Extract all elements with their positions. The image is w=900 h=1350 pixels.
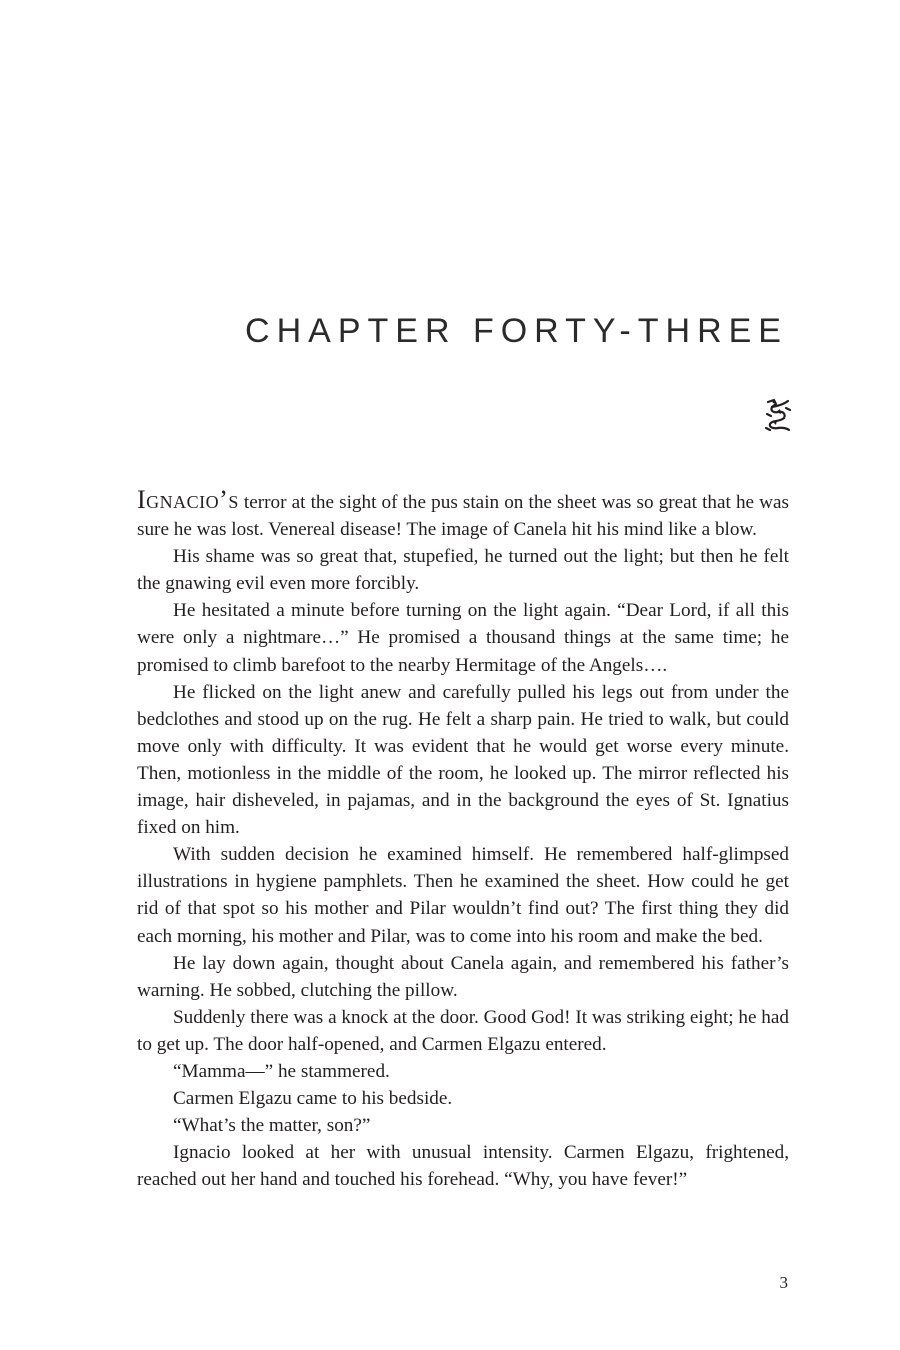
paragraph: Ignacio’s terror at the sight of the pus stain on the sheet was so great that he was sure he was lost. Venereal disease! The image of Canela hit his mind like a blow.	[137, 485, 789, 541]
paragraph: He flicked on the light anew and carefully pulled his legs out from under the bedclothes and stood up on the rug. He felt a sharp pain. He tried to walk, but could move only with difficulty. It was evident that he would get worse every minute. Then, motionless in the middle of the room, he looked up. The mirror reflected his image, hair disheveled, in pajamas, and in the background the eyes of St. Ignatius fixed on him.	[137, 681, 789, 839]
page-number: 3	[779, 1273, 788, 1292]
lead-word: Ignacio’s	[137, 485, 239, 514]
paragraph: Suddenly there was a knock at the door. Good God! It was striking eight; he had to get up. The door half-opened, and Carmen Elgazu entered.	[137, 1006, 790, 1055]
dragon-ornament-icon	[764, 398, 792, 432]
paragraph: Carmen Elgazu came to his bedside.	[173, 1088, 453, 1110]
paragraph: His shame was so great that, stupefied, he turned out the light; but then he felt the gnawing evil even more forcibly.	[137, 546, 789, 595]
paragraph: He hesitated a minute before turning on the light again. “Dear Lord, if all this were only a nightmare…” He promised a thousand things at the same time; he promised to climb barefoot to the nearby Hermitage of the Angels….	[137, 600, 789, 676]
paragraph: He lay down again, thought about Canela again, and remembered his father’s warning. He sobbed, clutching the pillow.	[137, 952, 789, 1001]
chapter-title: CHAPTER FORTY-THREE	[245, 312, 788, 350]
paragraph: “What’s the matter, son?”	[173, 1115, 371, 1137]
chapter-body	[137, 486, 789, 1193]
paragraph: Ignacio looked at her with unusual intensity. Carmen Elgazu, frightened, reached out her hand and touched his forehead. “Why, you have fever!”	[137, 1142, 789, 1191]
paragraph: With sudden decision he examined himself. He remembered half-glimpsed illustrations in hygiene pamphlets. Then he examined the sheet. How could he get rid of that spot so his mother and Pilar wouldn’t find out? The first thing they did each morning, his mother and Pilar, was to come into his room and make the bed.	[137, 844, 789, 947]
paragraph: “Mamma—” he stammered.	[173, 1060, 390, 1082]
